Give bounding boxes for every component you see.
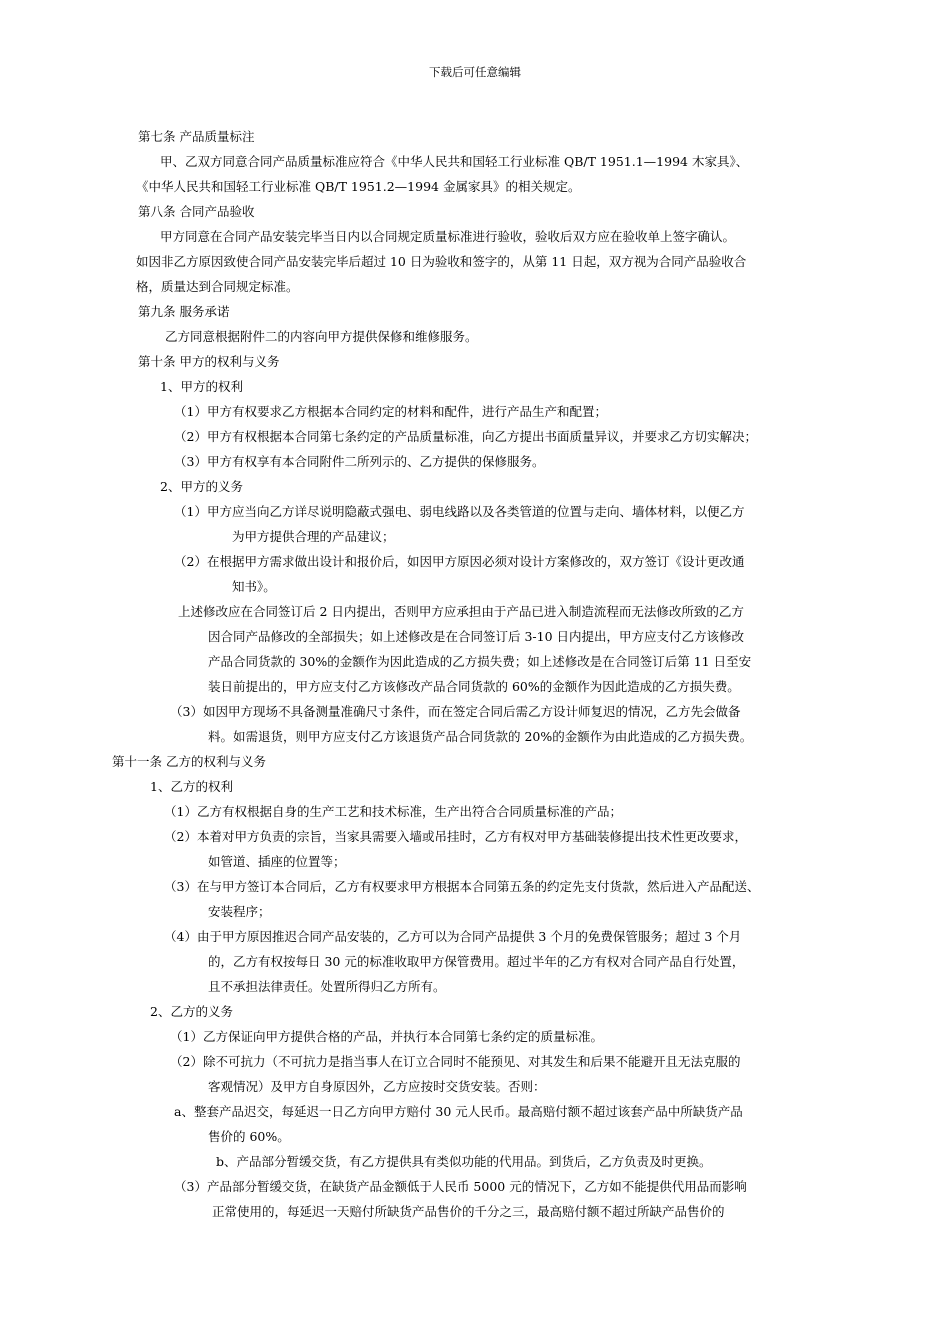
list-item-continuation: 且不承担法律责任。处置所得归乙方所有。: [208, 979, 446, 994]
section-heading: 1、甲方的权利: [160, 379, 243, 394]
paragraph-line: 如因非乙方原因致使合同产品安装完毕后超过 10 日为验收和签字的，从第 11 日起，双方视为合同产品验收合: [136, 254, 747, 269]
list-item: （1）乙方保证向甲方提供合格的产品，并执行本合同第七条约定的质量标准。: [170, 1029, 603, 1044]
article-11-title: 第十一条 乙方的权利与义务: [112, 754, 266, 769]
list-item: （2）除不可抗力（不可抗力是指当事人在订立合同时不能预见、对其发生和后果不能避开且无法克服的: [170, 1054, 741, 1069]
list-item-continuation: 料。如需退货，则甲方应支付乙方该退货产品合同货款的 20%的金额作为由此造成的乙方损失费。: [208, 729, 753, 744]
list-item: （3）在与甲方签订本合同后，乙方有权要求甲方根据本合同第五条的约定先支付货款，然后进入产品配送、: [164, 879, 760, 894]
list-item: （3）产品部分暂缓交货，在缺货产品金额低于人民币 5000 元的情况下，乙方如不能提供代用品而影响: [174, 1179, 747, 1194]
list-item: （3）如因甲方现场不具备测量准确尺寸条件，而在签定合同后需乙方设计师复迟的情况，乙方先会做备: [170, 704, 741, 719]
paragraph-line: 甲、乙双方同意合同产品质量标准应符合《中华人民共和国轻工行业标准 QB/T 1951.1—1994 木家具》、: [160, 154, 749, 169]
paragraph-line: 甲方同意在合同产品安装完毕当日内以合同规定质量标准进行验收，验收后双方应在验收单上签字确认。: [160, 229, 736, 244]
article-7-title: 第七条 产品质量标注: [138, 129, 255, 144]
paragraph-line: 《中华人民共和国轻工行业标准 QB/T 1951.2—1994 金属家具》的相关规定。: [136, 179, 581, 194]
list-item: （4）由于甲方原因推迟合同产品安装的，乙方可以为合同产品提供 3 个月的免费保管服务；超过 3 个月: [164, 929, 742, 944]
list-item: a、整套产品迟交，每延迟一日乙方向甲方赔付 30 元人民币。最高赔付额不超过该套产品中所缺货产品: [174, 1104, 743, 1119]
paragraph-line: 装日前提出的，甲方应支付乙方该修改产品合同货款的 60%的金额作为因此造成的乙方损失费。: [208, 679, 740, 694]
list-item: （3）甲方有权享有本合同附件二所列示的、乙方提供的保修服务。: [174, 454, 545, 469]
paragraph-line: 因合同产品修改的全部损失；如上述修改是在合同签订后 3-10 日内提出，甲方应支付乙方该修改: [208, 629, 745, 644]
article-10-title: 第十条 甲方的权利与义务: [138, 354, 280, 369]
paragraph-line: 乙方同意根据附件二的内容向甲方提供保修和维修服务。: [165, 329, 478, 344]
list-item-continuation: 客观情况）及甲方自身原因外，乙方应按时交货安装。否则：: [208, 1079, 546, 1094]
list-item: （1）乙方有权根据自身的生产工艺和技术标准，生产出符合合同质量标准的产品；: [164, 804, 622, 819]
list-item-continuation: 知书》。: [232, 579, 276, 594]
paragraph-line: 格，质量达到合同规定标准。: [136, 279, 299, 294]
article-8-title: 第八条 合同产品验收: [138, 204, 255, 219]
article-9-title: 第九条 服务承诺: [138, 304, 230, 319]
paragraph-line: 产品合同货款的 30%的金额作为因此造成的乙方损失费；如上述修改是在合同签订后第 11 日至安: [208, 654, 752, 669]
section-heading: 1、乙方的权利: [150, 779, 233, 794]
list-item-continuation: 售价的 60%。: [208, 1129, 290, 1144]
list-item-continuation: 的，乙方有权按每日 30 元的标准收取甲方保管费用。超过半年的乙方有权对合同产品自行处置，: [208, 954, 745, 969]
list-item: （2）甲方有权根据本合同第七条约定的产品质量标准，向乙方提出书面质量异议，并要求乙方切实解决；: [174, 429, 757, 444]
list-item: （1）甲方应当向乙方详尽说明隐蔽式强电、弱电线路以及各类管道的位置与走向、墙体材料，以便乙方: [174, 504, 745, 519]
paragraph-line: 上述修改应在合同签订后 2 日内提出，否则甲方应承担由于产品已进入制造流程而无法修改所致的乙方: [178, 604, 744, 619]
list-item-continuation: 如管道、插座的位置等；: [208, 854, 346, 869]
list-item: b、产品部分暂缓交货，有乙方提供具有类似功能的代用品。到货后，乙方负责及时更换。: [216, 1154, 712, 1169]
list-item: （1）甲方有权要求乙方根据本合同约定的材料和配件，进行产品生产和配置；: [174, 404, 607, 419]
list-item-continuation: 正常使用的，每延迟一天赔付所缺货产品售价的千分之三，最高赔付额不超过所缺产品售价的: [212, 1204, 725, 1219]
page-header: 下载后可任意编辑: [429, 65, 521, 79]
list-item-continuation: 为甲方提供合理的产品建议；: [232, 529, 395, 544]
list-item: （2）在根据甲方需求做出设计和报价后，如因甲方原因必须对设计方案修改的，双方签订《设计更改通: [174, 554, 745, 569]
section-heading: 2、乙方的义务: [150, 1004, 233, 1019]
section-heading: 2、甲方的义务: [160, 479, 243, 494]
list-item-continuation: 安装程序；: [208, 904, 271, 919]
list-item: （2）本着对甲方负责的宗旨，当家具需要入墙或吊挂时，乙方有权对甲方基础装修提出技术性更改要求，: [164, 829, 747, 844]
